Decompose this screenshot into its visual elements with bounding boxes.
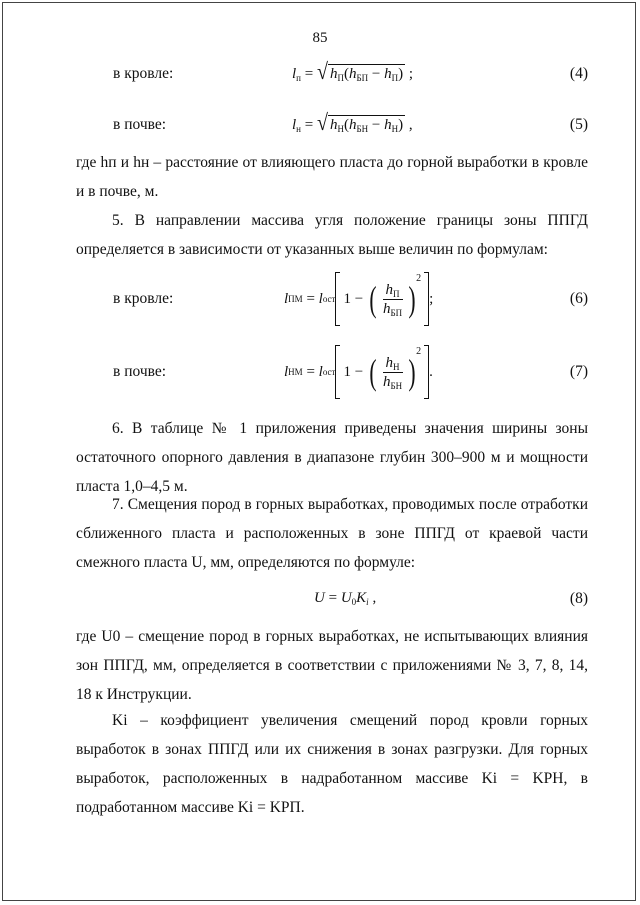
paragraph-ki: Ki – коэффициент увеличения смещений пород кровли горных выработок в зонах ППГД или их снижения в зонах разгрузки. Для горных выработок, расположенных в надработанном массиве Ki = KРН, в подработанном массиве Ki = KРП. <box>76 712 588 816</box>
paragraph-7: 7. Смещения пород в горных выработках, проводимых после отработки сближенного пласта и расположенных в зоне ППГД от краевой части смежного пласта U, мм, определяются по формуле: <box>76 496 588 571</box>
eq4-label: в кровле: <box>113 65 174 82</box>
paragraph-where-h: где hп и hн – расстояние от влияющего пласта до горной выработки в кровле и в почве, м. <box>76 154 588 200</box>
eq8-number: (8) <box>569 590 588 607</box>
eq6-number: (6) <box>569 290 588 307</box>
eq7-number: (7) <box>569 363 588 380</box>
equation-8: $U = U_0K_i$ , <box>314 590 377 607</box>
paragraph-where-u0: где U0 – смещение пород в горных выработках, не испытывающих влияния зон ППГД, мм, определяется в соответствии с приложениями № 3, 7, 8, 14, 18 к Инструкции. <box>76 628 588 703</box>
left-bracket <box>335 272 340 326</box>
page-number: 85 <box>312 30 328 46</box>
paragraph-5: 5. В направлении массива угля положение границы зоны ППГД определяется в зависимости от указанных выше величин по формулам: <box>76 212 588 258</box>
left-bracket <box>335 345 340 399</box>
equation-6: l ПМ = l ост 1 − ( $\frac{h_П}{h_{БП}}$ ) 2 ; <box>284 272 433 326</box>
eq5-label: в почве: <box>113 116 167 133</box>
paragraph-6: 6. В таблице № 1 приложения приведены значения ширины зоны остаточного опорного давления в диапазоне глубин 300–900 м и мощности пласта 1,0–4,5 м. <box>76 420 588 495</box>
equation-7: l НМ = l ост 1 − ( $\frac{h_Н}{h_{БН}}$ ) 2 . <box>284 345 433 399</box>
eq4-number: (4) <box>569 65 588 82</box>
equation-5: $l_н$ = √ $h_Н(h_{БН} - h_Н)$ , <box>292 110 413 136</box>
eq5-number: (5) <box>569 116 588 133</box>
eq6-label: в кровле: <box>113 290 174 307</box>
equation-4: $l_п$ = √ $h_П(h_{БП} - h_П)$ ; <box>292 59 414 85</box>
eq7-label: в почве: <box>113 363 167 380</box>
